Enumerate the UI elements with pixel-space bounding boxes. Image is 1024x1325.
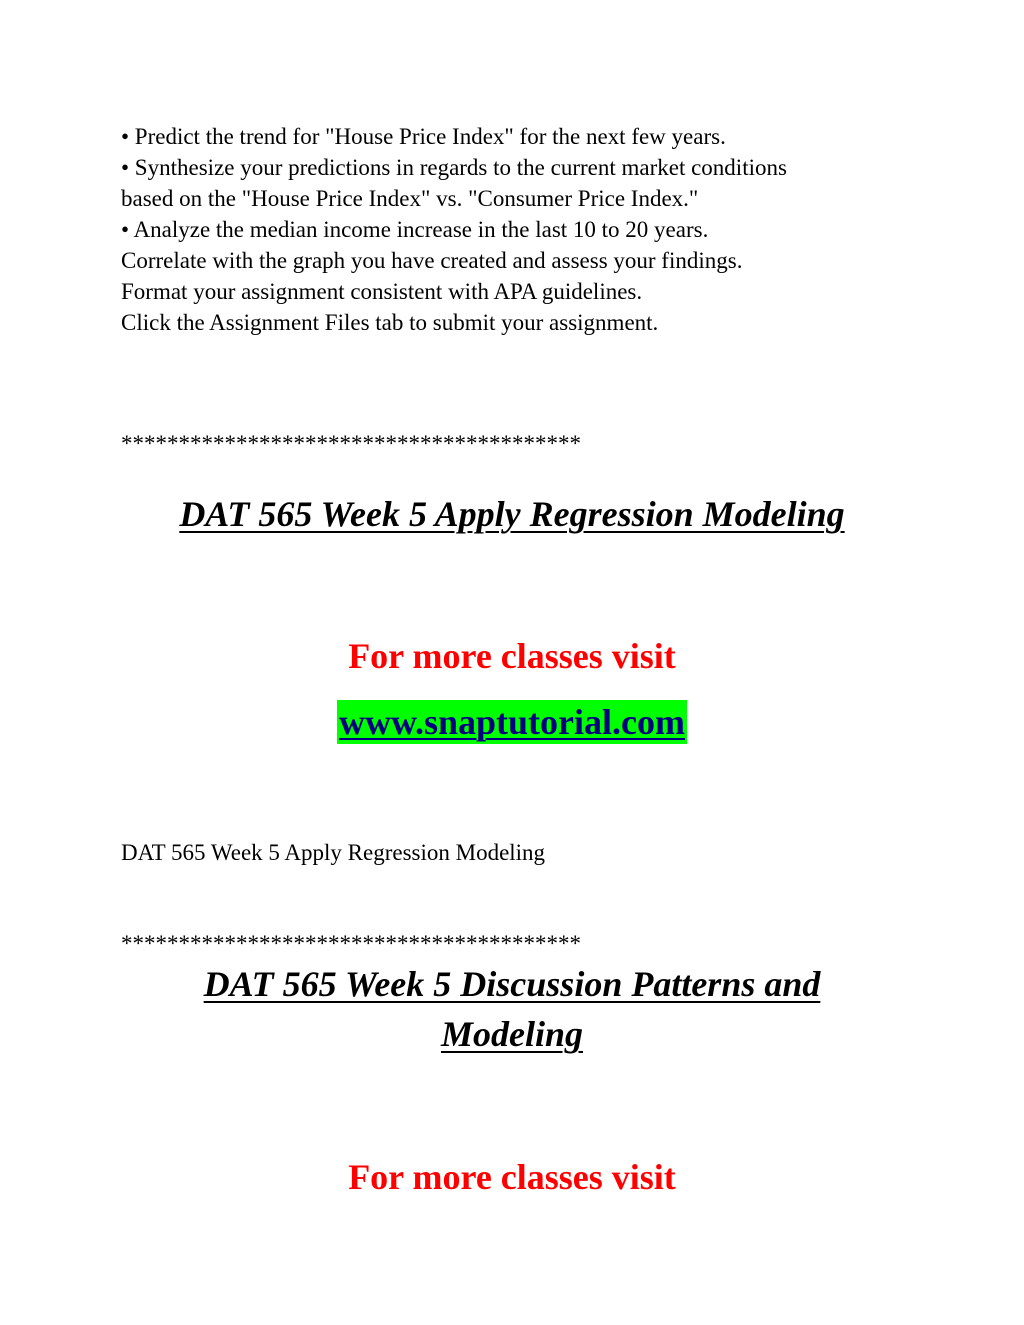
intro-line-7: Click the Assignment Files tab to submit your assignment. (121, 310, 659, 335)
section1-promo: For more classes visit (348, 636, 676, 676)
intro-line-2: • Synthesize your predictions in regards to the current market conditions (121, 155, 787, 180)
separator-2: **************************************** (121, 931, 581, 956)
section2-promo: For more classes visit (348, 1157, 676, 1197)
intro-line-1: • Predict the trend for "House Price Index" for the next few years. (121, 124, 726, 149)
separator-1: **************************************** (121, 431, 581, 456)
snaptutorial-link[interactable]: www.snaptutorial.com (338, 702, 685, 742)
section1-link-wrap (0, 700, 1024, 744)
section1-heading: DAT 565 Week 5 Apply Regression Modeling (179, 494, 845, 534)
section1-description: DAT 565 Week 5 Apply Regression Modeling (121, 840, 546, 865)
intro-line-4: • Analyze the median income increase in the last 10 to 20 years. (121, 217, 709, 242)
section2-heading-line-2: Modeling (440, 1014, 583, 1054)
intro-line-3: based on the "House Price Index" vs. "Consumer Price Index." (121, 186, 699, 211)
section2-heading-line-1: DAT 565 Week 5 Discussion Patterns and (203, 964, 821, 1004)
intro-line-5: Correlate with the graph you have created and assess your findings. (121, 248, 743, 273)
intro-line-6: Format your assignment consistent with APA guidelines. (121, 279, 643, 304)
